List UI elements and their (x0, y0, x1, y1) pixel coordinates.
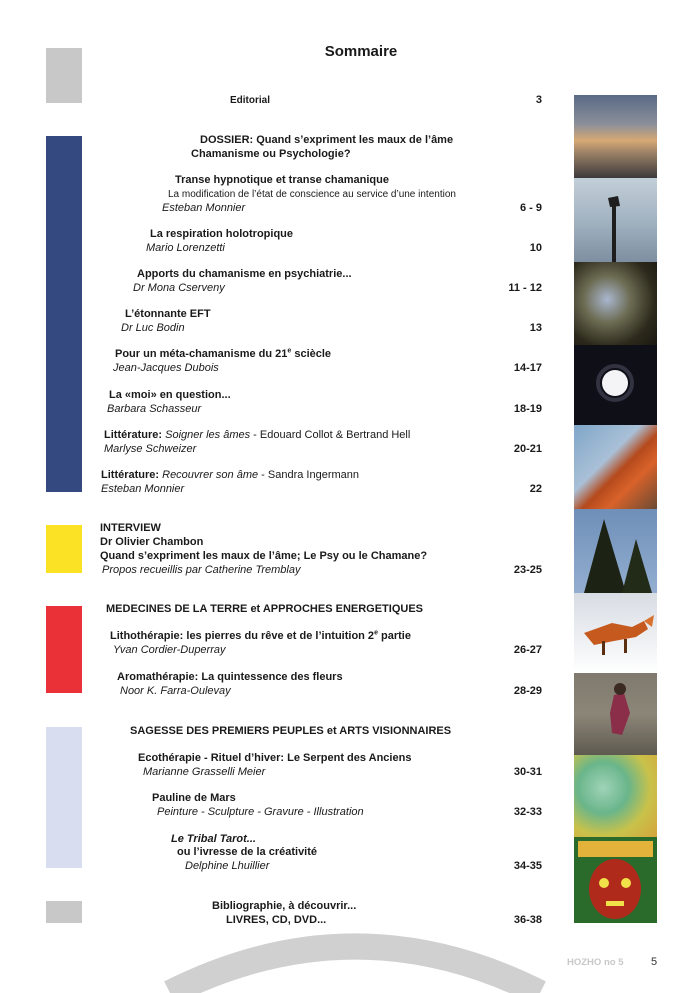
toc-item-page: 14-17 (513, 362, 542, 374)
toc-item-title: Apports du chamanisme en psychiatrie... (137, 268, 352, 280)
color-bar-light (46, 727, 82, 868)
toc-item-author: Esteban Monnier (101, 483, 185, 495)
toc-item-page: 26-27 (513, 644, 542, 656)
dossier-subheading: Chamanisme ou Psychologie? (191, 148, 351, 160)
photo-moon-night (574, 345, 657, 425)
toc-item-page: 28-29 (513, 685, 542, 697)
toc-item-subtitle: ou l’ivresse de la créativité (177, 846, 318, 858)
dossier-heading: DOSSIER: Quand s’expriment les maux de l’âme (200, 134, 454, 146)
toc-item-rest: - Sandra Ingermann (258, 469, 360, 481)
toc-item-page: 18-19 (513, 403, 542, 415)
toc-item-subtitle: La modification de l’état de conscience au service d’une intention (168, 189, 456, 200)
toc-item-title-end: sciècle (291, 348, 332, 360)
sagesse-heading: SAGESSE DES PREMIERS PEUPLES et ARTS VISIONNAIRES (130, 725, 452, 737)
tribal-mask-icon (574, 837, 657, 923)
page-number: 5 (651, 956, 658, 968)
color-bar-red (46, 606, 82, 693)
moon-icon (574, 345, 657, 425)
toc-item-page: 32-33 (513, 806, 542, 818)
footer-label: HOZHO no 5 (567, 957, 624, 968)
toc-item-author: Esteban Monnier (162, 202, 246, 214)
photo-fox-snow (574, 593, 657, 673)
toc-item-title: La respiration holotropique (150, 228, 294, 240)
photo-tribal-tarot (574, 837, 657, 923)
toc-item-author: Peinture - Sculpture - Gravure - Illustration (157, 806, 364, 818)
photo-sunset-sky (574, 95, 657, 178)
biblio-title: Bibliographie, à découvrir... (212, 900, 357, 912)
toc-item-prefix: Littérature: (101, 469, 160, 481)
toc-item-title-main: Pour un méta-chamanisme du 21 (115, 348, 288, 360)
interview-credit: Propos recueillis par Catherine Tremblay (102, 564, 301, 576)
toc-item-author: Marlyse Schweizer (104, 443, 197, 455)
toc-item-title (101, 469, 359, 482)
toc-item-title: L’étonnante EFT (125, 308, 211, 320)
color-bar-blue (46, 136, 82, 492)
color-bar-gray-top (46, 48, 82, 103)
toc-item-author: Marianne Grasselli Meier (143, 766, 266, 778)
toc-item-author: Mario Lorenzetti (146, 242, 225, 254)
toc-item-page: 6 - 9 (519, 202, 542, 214)
photo-bird-on-post (574, 178, 657, 262)
photo-pine-trees (574, 509, 657, 593)
interview-heading: INTERVIEW (100, 522, 161, 534)
toc-item-title: Transe hypnotique et transe chamanique (175, 174, 389, 186)
toc-editorial-page: 3 (535, 94, 542, 106)
toc-item-author: Delphine Lhuillier (185, 860, 270, 872)
toc-item-author: Yvan Cordier-Duperray (113, 644, 226, 656)
person-figure-icon (574, 673, 657, 755)
photo-dancer-orange (574, 425, 657, 509)
toc-item-page: 22 (529, 483, 542, 495)
toc-item-title: Ecothérapie - Rituel d’hiver: Le Serpent des Anciens (138, 752, 412, 764)
toc-item-title: La «moi» en question... (109, 389, 231, 401)
color-bar-gray-bottom (46, 901, 82, 923)
biblio-subtitle: LIVRES, CD, DVD... (226, 914, 327, 926)
toc-item-page: 30-31 (513, 766, 542, 778)
toc-item-author: Noor K. Farra-Oulevay (120, 685, 231, 697)
toc-item-title: Pauline de Mars (152, 792, 236, 804)
photo-trees-canopy (574, 262, 657, 345)
toc-item-author: Dr Mona Cserveny (133, 282, 225, 294)
toc-item-page: 20-21 (513, 443, 542, 455)
toc-item-title (115, 348, 331, 361)
toc-item-title-sup: e (374, 629, 378, 637)
photo-green-painting (574, 755, 657, 837)
interview-name: Dr Olivier Chambon (100, 536, 204, 548)
pine-tree-icon (574, 509, 657, 593)
toc-item-author: Barbara Schasseur (107, 403, 202, 415)
toc-item-prefix: Littérature: (104, 429, 163, 441)
toc-item-author: Jean-Jacques Dubois (113, 362, 219, 374)
page-title: Sommaire (324, 43, 398, 60)
color-bar-yellow (46, 525, 82, 573)
toc-item-page: 13 (529, 322, 542, 334)
interview-title: Quand s’expriment les maux de l’âme; Le Psy ou le Chamane? (100, 550, 428, 562)
toc-item-book-title: Recouvrer son âme (162, 469, 259, 481)
toc-item-title: Le Tribal Tarot... (171, 833, 256, 845)
toc-item-title (104, 429, 410, 442)
toc-item-book-title: Soigner les âmes (165, 429, 251, 441)
toc-editorial-label: Editorial (230, 95, 271, 106)
toc-item-title: Aromathérapie: La quintessence des fleurs (117, 671, 343, 683)
fox-icon (574, 593, 657, 673)
toc-item-page: 34-35 (513, 860, 542, 872)
photo-person-stone (574, 673, 657, 755)
toc-item-title-end: partie (377, 630, 411, 642)
toc-item-title (110, 630, 411, 643)
toc-item-page: 11 - 12 (508, 282, 542, 294)
medecines-heading: MEDECINES DE LA TERRE et APPROCHES ENERGETIQUES (106, 603, 424, 615)
interview-page: 23-25 (513, 564, 542, 576)
bird-post-icon (574, 178, 657, 262)
toc-item-title-main: Lithothérapie: les pierres du rêve et de l’intuition 2 (110, 630, 375, 642)
toc-item-rest: - Edouard Collot & Bertrand Hell (250, 429, 411, 441)
toc-item-page: 10 (529, 242, 542, 254)
toc-item-author: Dr Luc Bodin (121, 322, 185, 334)
biblio-page: 36-38 (513, 914, 542, 926)
toc-item-title-sup: e (287, 347, 292, 355)
